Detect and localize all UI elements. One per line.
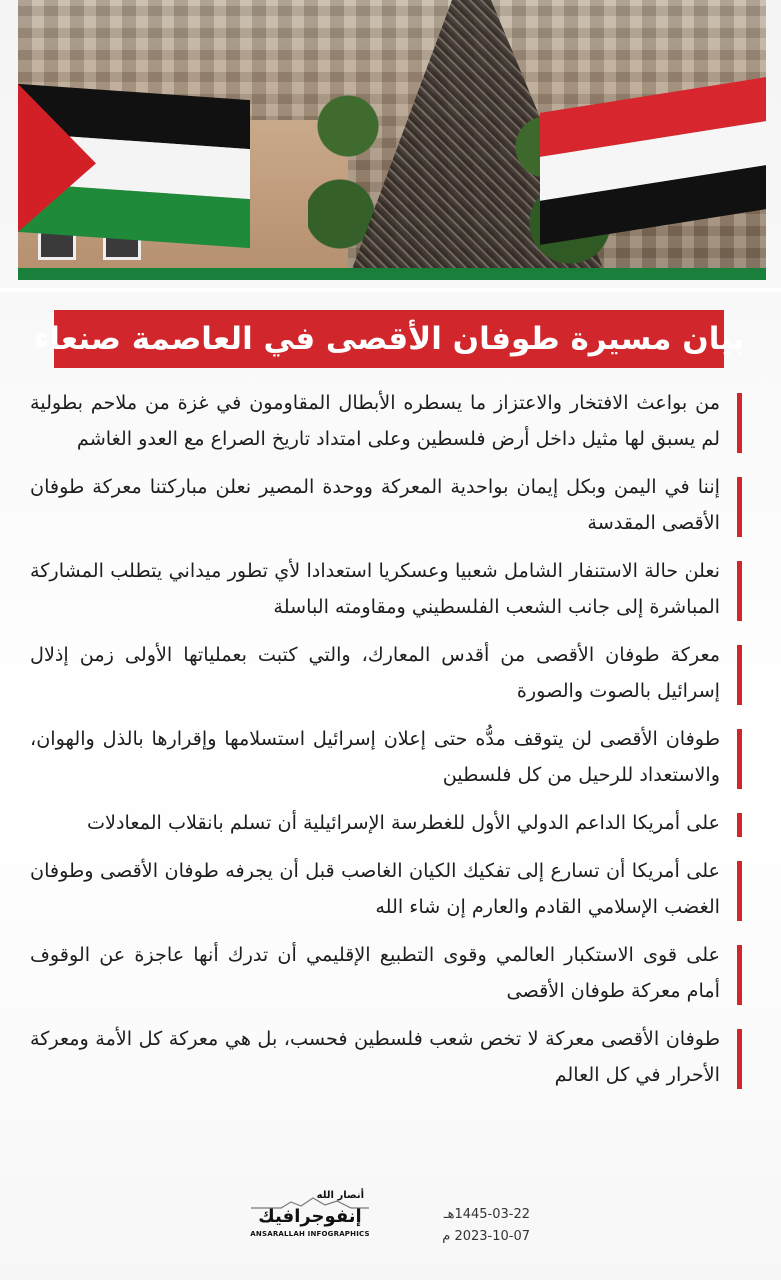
statement-text: على أمريكا الداعم الدولي الأول للغطرسة الإسرائيلية أن تسلم بانقلاب المعادلات: [86, 811, 720, 834]
statement-text: نعلن حالة الاستنفار الشامل شعبيا وعسكريا استعدادا لأي تطور ميداني يتطلب المشاركة المباشرة إلى جانب الشعب الفلسطيني ومقاومته الباسلة: [30, 559, 720, 618]
statement-text: على أمريكا أن تسارع إلى تفكيك الكيان الغاصب قبل أن يجرفه طوفان الأقصى وطوفان الغضب الإسلامي القادم والعارم إن شاء الله: [30, 859, 720, 918]
red-bullet-bar: [737, 945, 742, 1005]
red-bullet-bar: [737, 813, 742, 837]
red-bullet-bar: [737, 1029, 742, 1089]
logo-english-text: ANSARALLAH INFOGRAPHICS: [250, 1230, 370, 1238]
statement-text: طوفان الأقصى لن يتوقف مدُّه حتى إعلان إسرائيل استسلامها وإقرارها بالذل والهوان، والاستعداد للرحيل من كل فلسطين: [30, 727, 720, 786]
page-title: بيان مسيرة طوفان الأقصى في العاصمة صنعاء: [33, 321, 745, 357]
palestine-flag-icon: [18, 84, 250, 248]
logo-main-text: إنفوجرافيك: [258, 1206, 362, 1227]
hero-green-strip: [18, 268, 766, 280]
statement-text: طوفان الأقصى معركة لا تخص شعب فلسطين فحسب، بل هي معركة كل الأمة ومعركة الأحرار في كل العالم: [30, 1027, 720, 1086]
logo-top-text: أنصار الله: [316, 1190, 364, 1201]
red-bullet-bar: [737, 861, 742, 921]
hijri-date: 1445-03-22هـ: [443, 1207, 530, 1222]
statement-item: [30, 1021, 742, 1093]
red-bullet-bar: [737, 645, 742, 705]
red-bullet-bar: [737, 477, 742, 537]
red-bullet-bar: [737, 393, 742, 453]
footer: [0, 1192, 781, 1262]
gregorian-date: 2023-10-07 م: [442, 1229, 530, 1244]
statement-list: [30, 385, 742, 1105]
statement-item: [30, 637, 742, 709]
red-bullet-bar: [737, 561, 742, 621]
statement-item: [30, 937, 742, 1009]
statement-item: [30, 385, 742, 457]
statement-item: [30, 553, 742, 625]
statement-item: [30, 721, 742, 793]
statement-text: على قوى الاستكبار العالمي وقوى التطبيع الإقليمي أن تدرك أنها عاجزة عن الوقوف أمام معركة طوفان الأقصى: [30, 943, 720, 1002]
title-banner: [33, 310, 745, 368]
dates: [420, 1204, 530, 1248]
statement-item: [30, 469, 742, 541]
statement-item: [30, 805, 742, 841]
divider: [0, 288, 781, 292]
hero-photo: [18, 0, 766, 280]
statement-text: من بواعث الافتخار والاعتزاز ما يسطره الأبطال المقاومون في غزة من ملاحم بطولية لم يسبق لها مثيل داخل أرض فلسطين وعلى امتداد تاريخ الصراع مع العدو الغاشم: [30, 391, 720, 450]
statement-text: معركة طوفان الأقصى من أقدس المعارك، والتي كتبت بعملياتها الأولى زمن إذلال إسرائيل بالصوت والصورة: [30, 643, 720, 702]
red-bullet-bar: [737, 729, 742, 789]
statement-text: إننا في اليمن وبكل إيمان بواحدية المعركة ووحدة المصير نعلن مباركتنا معركة طوفان الأقصى المقدسة: [30, 475, 720, 534]
statement-item: [30, 853, 742, 925]
ansarallah-infographics-logo: [250, 1190, 370, 1252]
